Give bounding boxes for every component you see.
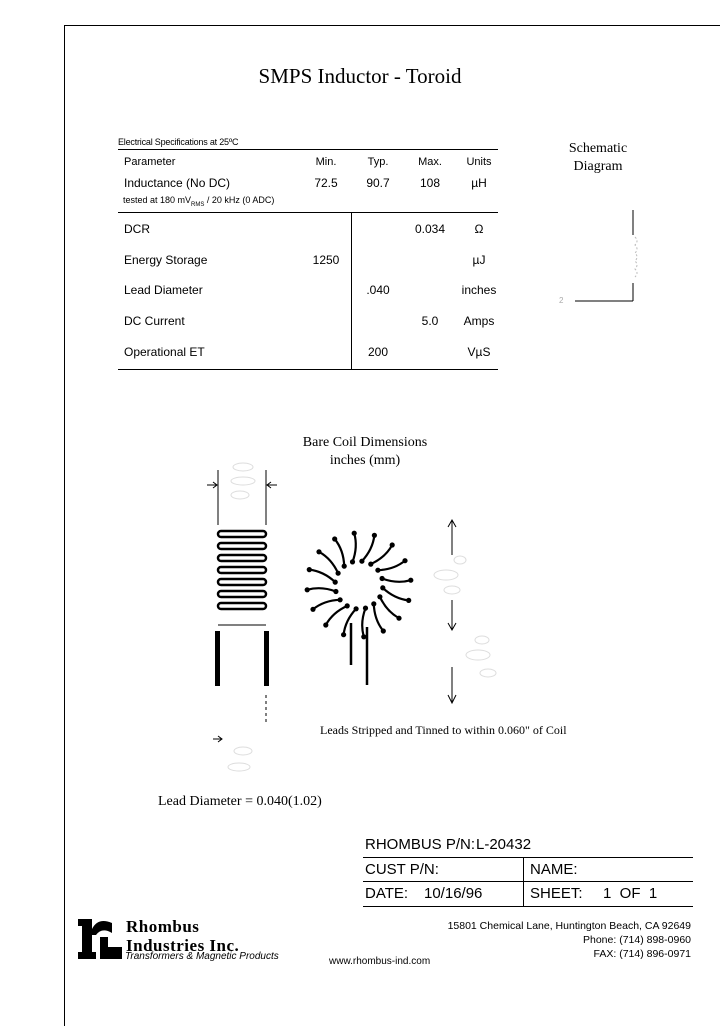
toroid-turn [378, 561, 405, 571]
note-suffix: / 20 kHz (0 ADC) [204, 195, 275, 205]
schematic-title-line1: Schematic [568, 141, 628, 156]
row-parameter: Operational ET [124, 345, 205, 359]
row-min: 1250 [312, 253, 340, 267]
title-block-divider [523, 858, 524, 906]
cust-label: CUST P/N: [365, 861, 439, 878]
toroid-turn-end [336, 571, 341, 576]
toroid-turn-end [396, 616, 401, 621]
company-address: 15801 Chemical Lane, Huntington Beach, CA 92649 [447, 920, 691, 932]
row-typ: 90.7 [366, 176, 390, 190]
header-typ: Typ. [367, 156, 389, 168]
toroid-turn-end [333, 580, 338, 585]
row-max: 5.0 [421, 314, 439, 328]
toroid-turn-end [359, 559, 364, 564]
row-parameter: Energy Storage [124, 253, 208, 267]
toroid-turn-end [352, 531, 357, 536]
ht-arrow-down [448, 667, 456, 703]
date-label: DATE: [365, 885, 409, 902]
dim-width-label [231, 463, 255, 499]
company-name-line1: Rhombus [126, 917, 200, 936]
toroid-turn-end [354, 606, 359, 611]
coil-title-line1: Bare Coil Dimensions [302, 435, 428, 450]
schematic-pin-mark: 2 [559, 296, 564, 305]
height-dimension [430, 515, 510, 715]
row-units: Ω [474, 222, 484, 236]
row-max: 0.034 [414, 222, 446, 236]
row-typ: 200 [367, 345, 389, 359]
lead-diameter: Lead Diameter = 0.040(1.02) [158, 794, 322, 809]
toroid-turn-end [375, 568, 380, 573]
lead-length-label [228, 747, 252, 771]
toroid-turn [319, 552, 338, 573]
toroid-turn-end [305, 587, 310, 592]
header-parameter: Parameter [124, 156, 176, 168]
row-units: inches [461, 283, 497, 297]
row-units: µJ [472, 253, 486, 267]
dim-arrow-right [267, 482, 277, 488]
note-prefix: tested at 180 mV [123, 195, 192, 205]
coil-title [260, 434, 470, 470]
toroid-turn [335, 539, 345, 566]
lead-dim-arrow [213, 736, 222, 742]
company-tagline: Transformers & Magnetic Products [125, 951, 279, 962]
toroid-turn [307, 588, 336, 591]
row-max: 108 [419, 176, 441, 190]
company-phone: Phone: (714) 898-0960 [583, 934, 691, 946]
title-rule-3 [363, 906, 693, 907]
title-rule-1 [363, 857, 693, 858]
toroid-turn [326, 606, 347, 625]
row-typ: .040 [366, 283, 390, 297]
toroid-turn-end [345, 603, 350, 608]
toroid-turn-end [380, 576, 385, 581]
toroid-turn-end [390, 542, 395, 547]
toroid-turn-end [323, 622, 328, 627]
toroid-turn-end [316, 549, 321, 554]
toroid-turn-end [350, 559, 355, 564]
od-arrow-up [448, 520, 456, 555]
title-rule-2 [363, 881, 693, 882]
table-column-rule [351, 212, 352, 370]
pn-label: RHOMBUS P/N: [365, 836, 476, 853]
schematic-title-line2: Diagram [573, 159, 623, 174]
schematic-title [553, 140, 643, 176]
row-parameter: DCR [124, 222, 150, 236]
sheet-label: SHEET: [530, 885, 583, 902]
header-max: Max. [418, 156, 442, 168]
company-website[interactable]: www.rhombus-ind.com [329, 956, 431, 967]
toroid-turn-end [381, 628, 386, 633]
toroid-turn-end [371, 601, 376, 606]
toroid-turn [371, 545, 392, 564]
company-name [126, 917, 239, 955]
coil-side-view [195, 455, 285, 785]
table-mid-rule [118, 212, 498, 213]
row-units: VµS [467, 345, 491, 359]
toroid-turn [383, 588, 409, 601]
schematic-winding [635, 237, 637, 277]
note-sub: RMS [191, 201, 205, 208]
leads-note: Leads Stripped and Tinned to within 0.060" of Coil [320, 723, 567, 737]
coil-title-line2: inches (mm) [329, 453, 401, 468]
toroid-turns [305, 531, 414, 640]
date-value: 10/16/96 [424, 885, 483, 902]
toroid-turn-end [332, 536, 337, 541]
toroid-turn-end [341, 632, 346, 637]
toroid-turn-end [402, 558, 407, 563]
toroid-turn [374, 604, 384, 631]
toroid-turn-end [377, 594, 382, 599]
schematic-diagram [555, 205, 655, 315]
od-arrow-down [448, 600, 456, 630]
toroid-turn-end [342, 564, 347, 569]
row-parameter: Inductance (No DC) [124, 176, 231, 190]
lead-right [264, 631, 269, 686]
name-label: NAME: [530, 861, 578, 878]
table-top-rule [118, 149, 498, 150]
table-bottom-rule [118, 369, 498, 370]
toroid-turn [362, 535, 375, 561]
toroid-turn-end [310, 607, 315, 612]
pn-value: L-20432 [476, 836, 532, 853]
company-logo-icon [78, 919, 124, 959]
spec-caption: Electrical Specifications at 25ºC [118, 137, 239, 147]
toroid-turn [313, 600, 340, 610]
row-units: Amps [463, 314, 495, 328]
company-name-line2: Industries Inc. [126, 936, 240, 955]
toroid-turn-end [338, 597, 343, 602]
row-units: µH [471, 176, 487, 190]
toroid-turn-end [372, 533, 377, 538]
coil-windings [218, 531, 266, 609]
toroid-turn-end [368, 562, 373, 567]
toroid-turn-end [408, 578, 413, 583]
toroid-top-view [295, 515, 435, 685]
toroid-turn-end [333, 589, 338, 594]
inductance-test-note [123, 195, 274, 208]
company-fax: FAX: (714) 896-0971 [593, 948, 691, 960]
toroid-turn-end [307, 567, 312, 572]
row-parameter: DC Current [124, 314, 185, 328]
page-title: SMPS Inductor - Toroid [258, 64, 462, 88]
toroid-turn [380, 597, 399, 618]
row-min: 72.5 [314, 176, 338, 190]
toroid-turn [382, 579, 411, 582]
header-units: Units [466, 156, 492, 168]
toroid-turn [353, 533, 356, 562]
dim-arrow-left [207, 482, 217, 488]
toroid-turn-end [406, 598, 411, 603]
toroid-turn [309, 570, 335, 583]
toroid-turn-end [363, 606, 368, 611]
od-label [434, 556, 466, 594]
row-parameter: Lead Diameter [124, 283, 203, 297]
lead-left [215, 631, 220, 686]
toroid-turn-end [380, 585, 385, 590]
toroid-turn-end [361, 634, 366, 639]
header-min: Min. [315, 156, 337, 168]
ht-label [466, 636, 496, 677]
toroid-turn [362, 608, 365, 637]
sheet-value: 1 OF 1 [603, 885, 658, 902]
